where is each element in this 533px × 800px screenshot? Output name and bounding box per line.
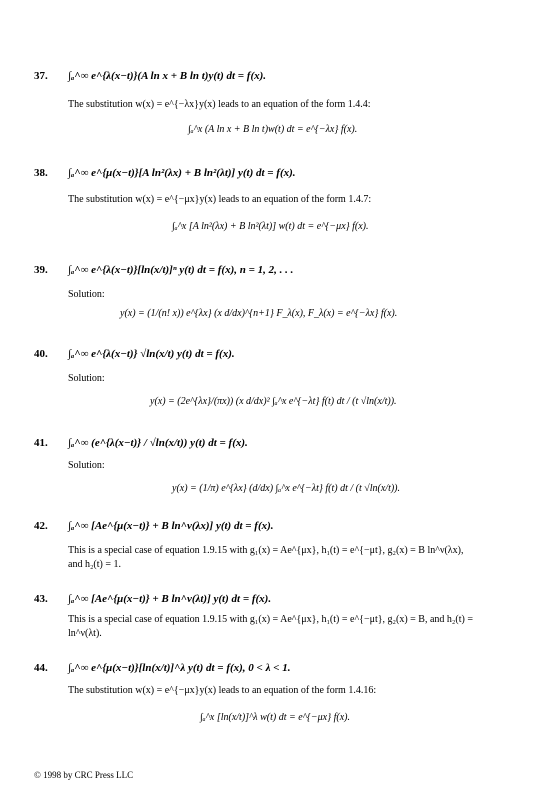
equation-description: This is a special case of equation 1.9.15 with g₁(x) = Ae^{μx}, h₁(t) = e^{−μt}, g₂(x) = B, and h₂(t) = ln^ν(λt). — [68, 614, 473, 639]
equation-description: The substitution w(x) = e^{−μx}y(x) leads to an equation of the form 1.4.16: — [68, 685, 377, 696]
equation-statement: ∫ₐ^∞ (e^{λ(x−t)} / √ln(x/t)) y(t) dt = f(x). — [68, 437, 248, 449]
equation-description: Solution: — [68, 289, 105, 300]
equation-description: Solution: — [68, 460, 105, 471]
equation-description: This is a special case of equation 1.9.15 with g₁(x) = Ae^{μx}, h₁(t) = e^{−μt}, g₂(x) = B ln^ν(λx), and h₂(t) = 1. — [68, 545, 464, 570]
display-equation: ∫ₐ^x [ln(x/t)]^λ w(t) dt = e^{−μx} f(x). — [200, 712, 350, 723]
equation-number: 43. — [34, 593, 48, 605]
display-equation: ∫ₐ^x [A ln²(λx) + B ln²(λt)] w(t) dt = e^{−μx} f(x). — [172, 221, 369, 232]
equation-number: 39. — [34, 264, 48, 276]
equation-statement: ∫ₐ^∞ e^{μ(x−t)}[ln(x/t)]^λ y(t) dt = f(x), 0 < λ < 1. — [68, 662, 291, 674]
display-equation: y(x) = (1/π) e^{λx} (d/dx) ∫ₐ^x e^{−λt} f(t) dt / (t √ln(x/t)). — [172, 483, 401, 494]
equation-statement: ∫ₐ^∞ e^{λ(x−t)} √ln(x/t) y(t) dt = f(x). — [68, 348, 235, 360]
equation-description: Solution: — [68, 373, 105, 384]
equation-statement: ∫ₐ^∞ [Ae^{μ(x−t)} + B ln^ν(λt)] y(t) dt = f(x). — [68, 593, 272, 605]
equation-description: The substitution w(x) = e^{−λx}y(x) leads to an equation of the form 1.4.4: — [68, 99, 371, 110]
copyright-footer: © 1998 by CRC Press LLC — [34, 770, 134, 780]
equation-description: The substitution w(x) = e^{−μx}y(x) leads to an equation of the form 1.4.7: — [68, 194, 372, 205]
equation-number: 37. — [34, 70, 48, 82]
equation-number: 42. — [34, 520, 48, 532]
display-equation: y(x) = (2e^{λx}/(πx)) (x d/dx)² ∫ₐ^x e^{−λt} f(t) dt / (t √ln(x/t)). — [150, 396, 397, 407]
equation-statement: ∫ₐ^∞ e^{λ(x−t)}[ln(x/t)]ⁿ y(t) dt = f(x), n = 1, 2, . . . — [68, 264, 294, 276]
equation-statement: ∫ₐ^∞ e^{λ(x−t)}(A ln x + B ln t)y(t) dt = f(x). — [68, 70, 267, 82]
equation-statement: ∫ₐ^∞ [Ae^{μ(x−t)} + B ln^ν(λx)] y(t) dt = f(x). — [68, 520, 274, 532]
display-equation: ∫ₐ^x (A ln x + B ln t)w(t) dt = e^{−λx} f(x). — [188, 124, 358, 135]
equation-number: 41. — [34, 437, 48, 449]
equation-statement: ∫ₐ^∞ e^{μ(x−t)}[A ln²(λx) + B ln²(λt)] y(t) dt = f(x). — [68, 167, 296, 179]
equation-number: 38. — [34, 167, 48, 179]
display-equation: y(x) = (1/(n! x)) e^{λx} (x d/dx)^{n+1} F_λ(x), F_λ(x) = e^{−λx} f(x). — [120, 308, 398, 319]
equation-number: 40. — [34, 348, 48, 360]
equation-number: 44. — [34, 662, 48, 674]
